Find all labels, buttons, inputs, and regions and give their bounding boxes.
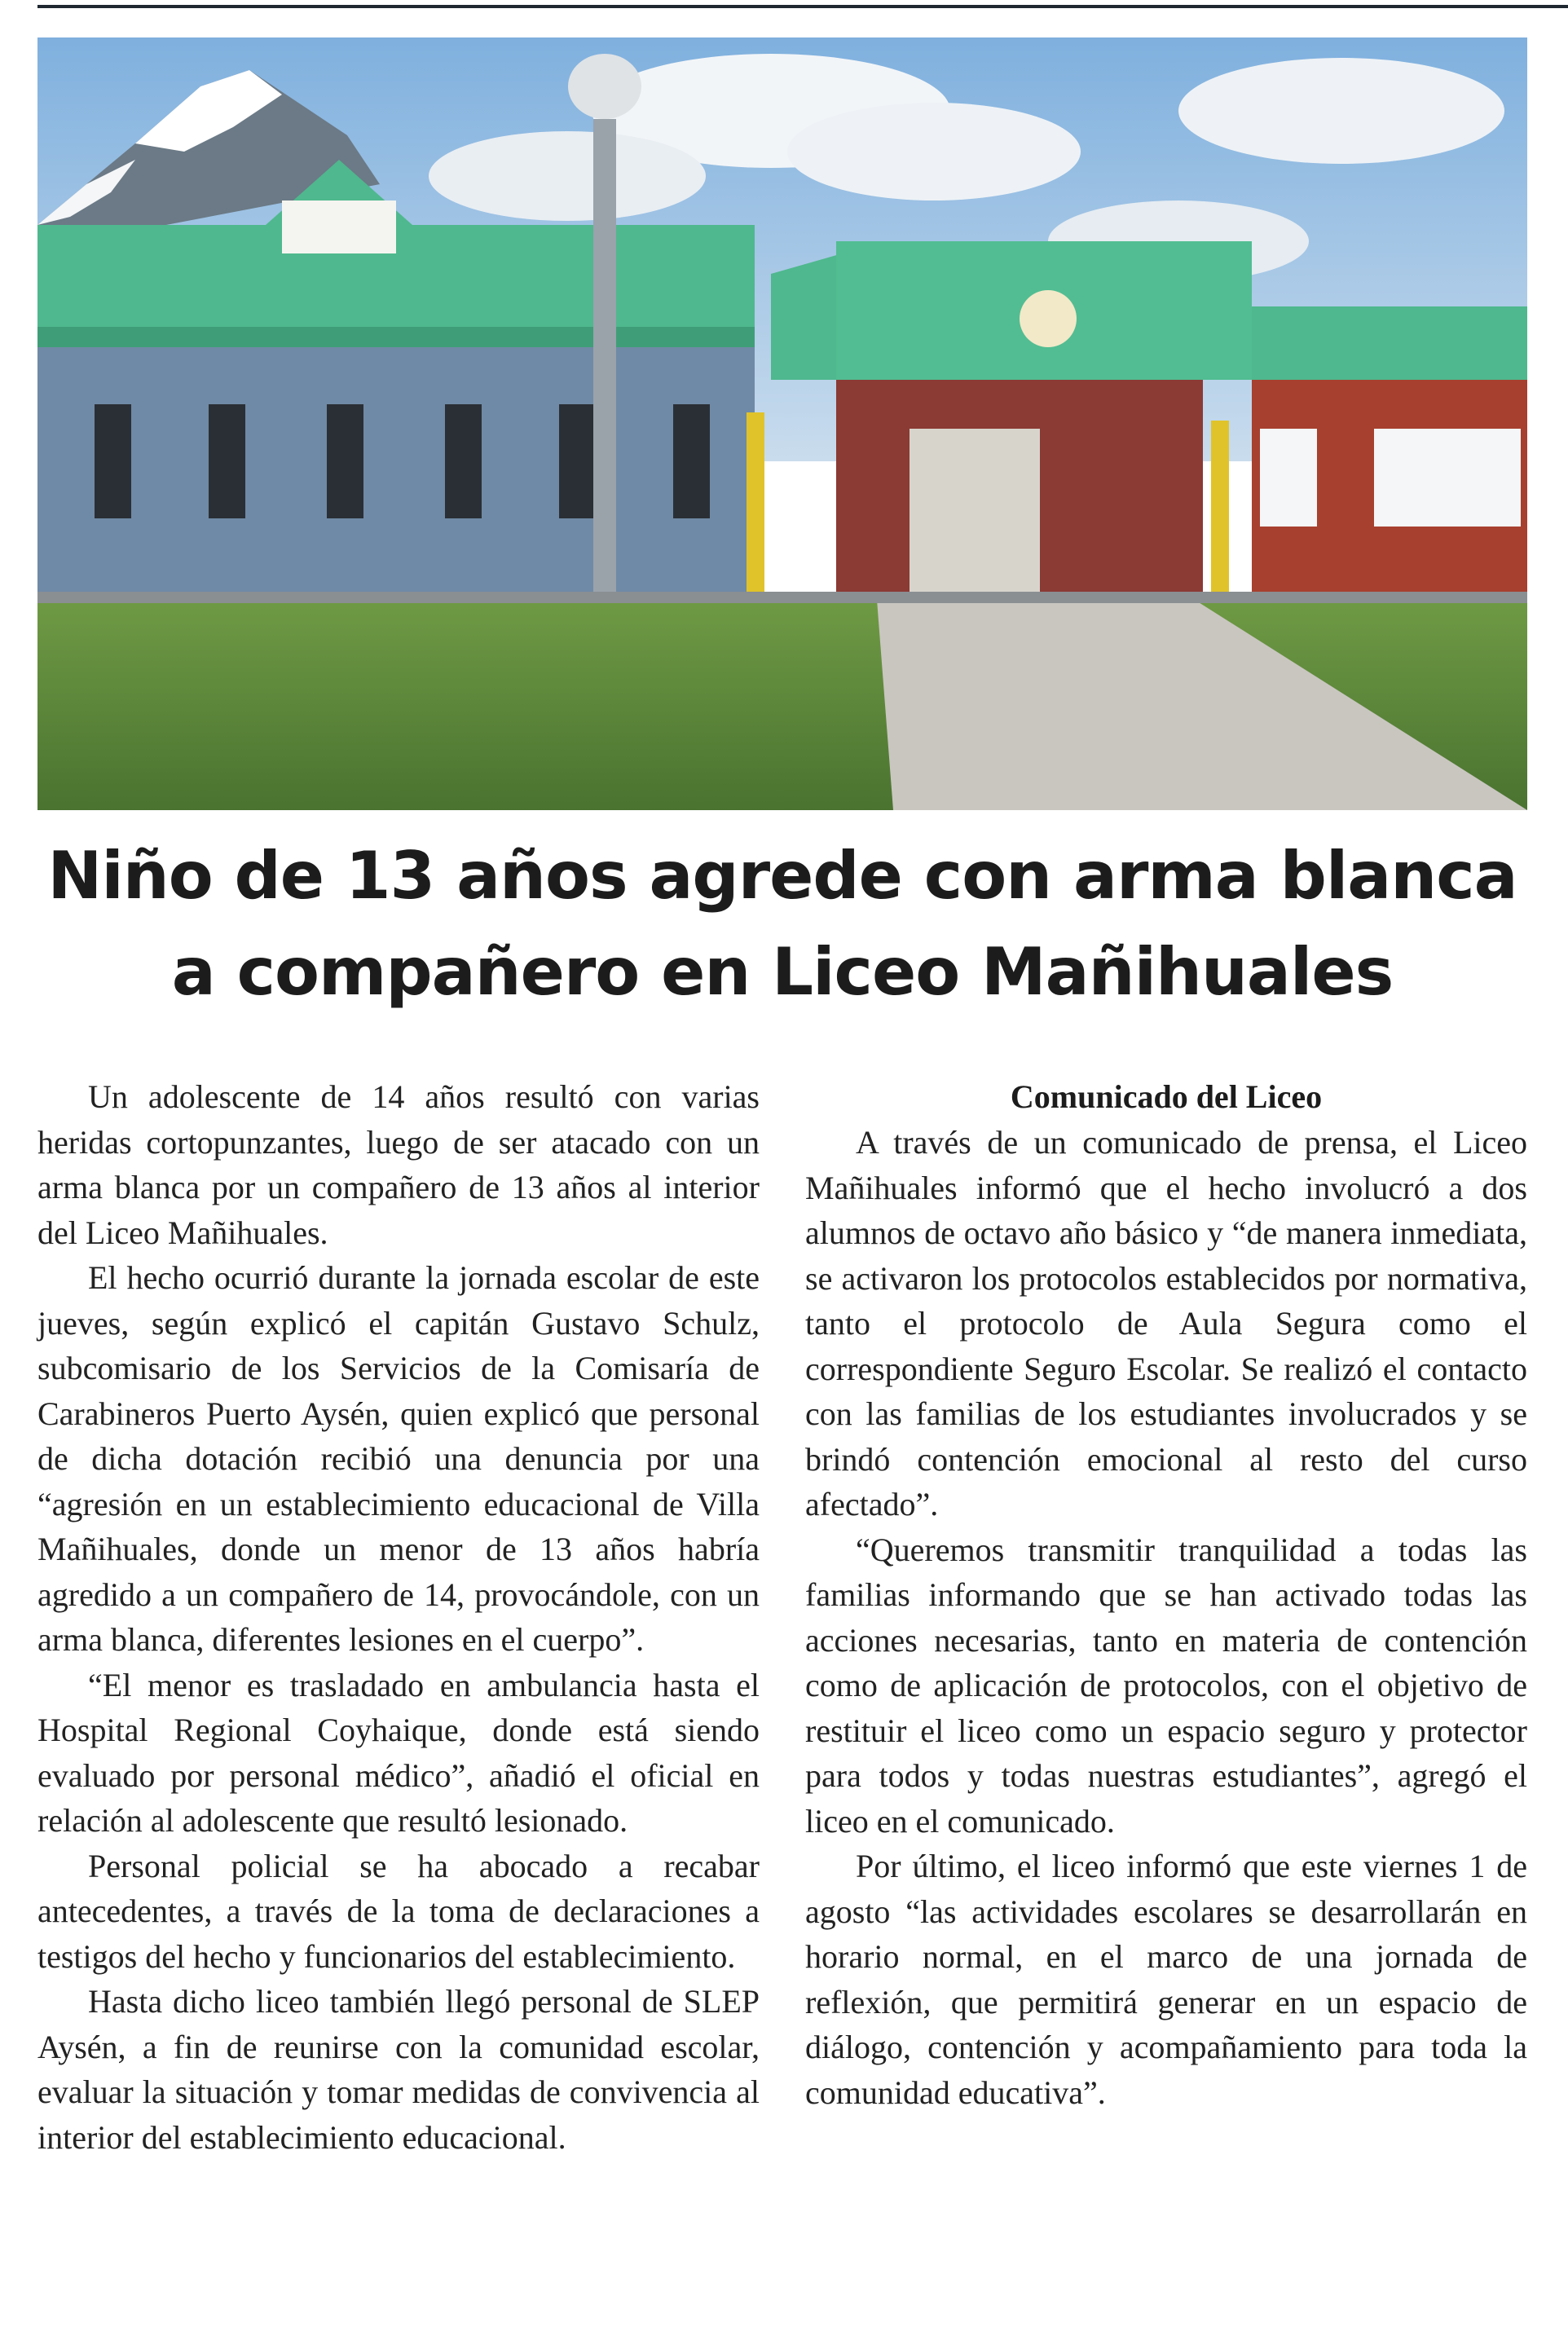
article-body [37, 1074, 1527, 2160]
headline [37, 828, 1527, 1020]
paragraph: “El menor es trasladado en ambulancia hasta el Hospital Regional Coyhaique, donde está siendo evaluado por personal médico”, añadió el oficial en relación al adolescente que resultó lesionado. [37, 1666, 760, 1839]
paragraph: Personal policial se ha abocado a recabar antecedentes, a través de la toma de declaraciones a testigos del hecho y funcionarios del establecimiento. [37, 1847, 760, 1975]
section-subhead: Comunicado del Liceo [1010, 1078, 1323, 1115]
top-rule [37, 5, 1568, 8]
paragraph: “Queremos transmitir tranquilidad a todas las familias informando que se han activado todas las acciones necesarias, tanto en materia de contención como de aplicación de protocolos, con el objetivo de restituir el liceo como un espacio seguro y protector para todos y todas nuestras estudiantes”, agregó el liceo en el comunicado. [805, 1531, 1527, 1840]
paragraph: Por último, el liceo informó que este viernes 1 de agosto “las actividades escolares se desarrollarán en horario normal, en el marco de una jornada de reflexión, que permitirá generar en un espacio de diálogo, contención y acompañamiento para toda la comunidad educativa”. [805, 1848, 1527, 2111]
school-building-photo [37, 37, 1527, 810]
headline-line-2: a compañero en Liceo Mañihuales [171, 934, 1394, 1010]
photo-illustration [37, 37, 1527, 810]
paragraph: Un adolescente de 14 años resultó con varias heridas cortopunzantes, luego de ser atacado con un arma blanca por un compañero de 13 años al interior del Liceo Mañihuales. [37, 1078, 760, 1251]
paragraph: El hecho ocurrió durante la jornada escolar de este jueves, según explicó el capitán Gustavo Schulz, subcomisario de los Servicios de la Comisaría de Carabineros Puerto Aysén, quien explicó que personal de dicha dotación recibió una denuncia por una “agresión en un establecimiento educacional de Villa Mañihuales, donde un menor de 13 años habría agredido a un compañero de 14, provocándole, con un arma blanca, diferentes lesiones en el cuerpo”. [37, 1259, 760, 1658]
headline-line-1: Niño de 13 años agrede con arma blanca [47, 838, 1517, 914]
left-column [37, 1074, 760, 2160]
paragraph: Hasta dicho liceo también llegó personal de SLEP Aysén, a fin de reunirse con la comunidad escolar, evaluar la situación y tomar medidas de convivencia al interior del establecimiento educacional. [37, 1983, 760, 2156]
right-column [805, 1074, 1527, 2160]
paragraph: A través de un comunicado de prensa, el Liceo Mañihuales informó que el hecho involucró a dos alumnos de octavo año básico y “de manera inmediata, se activaron los protocolos establecidos por normativa, tanto el protocolo de Aula Segura como el correspondiente Seguro Escolar. Se realizó el contacto con las familias de los estudiantes involucrados y se brindó contención emocional al resto del curso afectado”. [805, 1124, 1527, 1522]
